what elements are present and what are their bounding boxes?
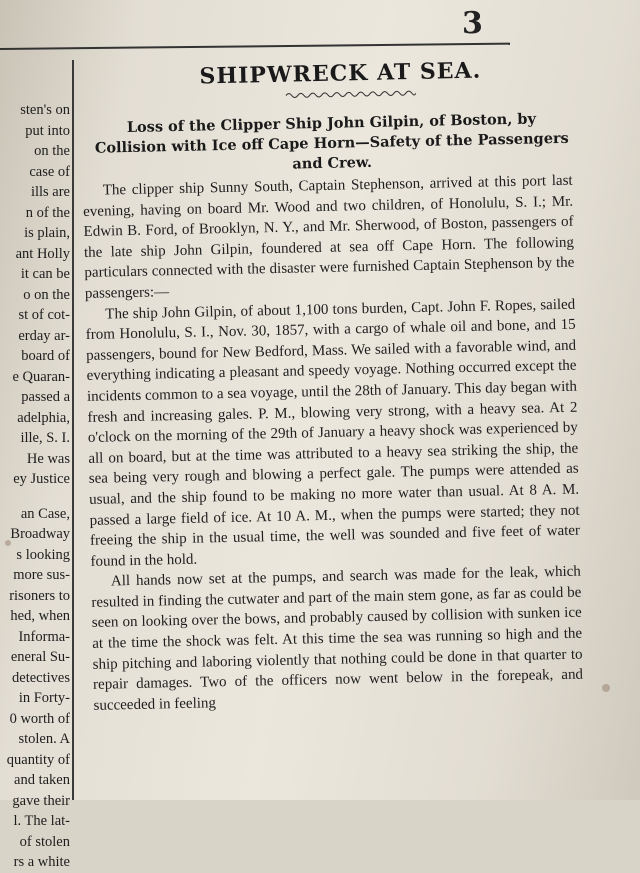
- paper-stain: [602, 684, 610, 692]
- paper-stain: [5, 540, 11, 546]
- article: [80, 50, 584, 717]
- paragraph: All hands now set at the pumps, and search was made for the leak, which resulted in finding the cutwater and part of the main stem gone, as far as could be seen on looking over the bows, and probably caused by collision with sunken ice at the time the shock was felt. At this time the sea was running so high and the ship pitching and laboring violently that nothing could be done in that quarter to repair damages. Two of the officers now went below in the forepeak, and succeeded in feeling: [91, 563, 584, 714]
- left-column-line: detectives: [12, 669, 70, 686]
- left-column-line: on the: [34, 143, 70, 159]
- top-rule: [0, 43, 510, 50]
- left-column-line: in Forty-: [18, 690, 70, 706]
- left-column-line: Informa-: [18, 628, 70, 645]
- left-column-line: He was: [26, 450, 70, 467]
- left-column-line: of stolen: [19, 833, 70, 850]
- left-column-fragment: [0, 100, 70, 873]
- left-column-line: adelphia,: [17, 409, 70, 426]
- left-column-line: gave their: [12, 792, 70, 809]
- left-column-line: ant Holly: [15, 245, 70, 262]
- left-column-line: an Case,: [20, 505, 70, 522]
- paragraph: The ship John Gilpin, of about 1,100 tons burden, Capt. John F. Ropes, sailed from Honolulu, S. I., Nov. 30, 1857, with a cargo of whale oil and bone, and 15 passengers, bound for New Bedford, Mass. We sailed with a favorable wind, and everything indicating a pleasant and speedy voyage. Nothing occurred except the incidents common to a sea voyage, until the 28th of January. This day began with fresh and increasing gales. P. M., blowing very strong, with a heavy sea. At 2 o'clock on the morning of the 29th of January a heavy shock was experienced by all on board, but at the time was attributed to a heavy sea striking the ship, the sea being very rough and blowing a perfect gale. The pumps were attended as usual, and the ship found to be making no more water than usual. At 8 A. M. passed a large field of ice. At 10 A. M., when the pumps were started; they not freeing the ship in the usual time, the well was sounded and five feet of water found in the hold.: [85, 296, 581, 570]
- left-column-line: stolen. A: [18, 731, 70, 747]
- left-column-line: l. The lat-: [13, 813, 70, 829]
- left-column-line: eneral Su-: [10, 649, 70, 665]
- article-body: [83, 171, 584, 717]
- left-column-line: rs a white: [13, 854, 70, 870]
- left-column-line: hed, when: [10, 608, 70, 624]
- left-column-line: n of the: [25, 204, 70, 221]
- left-column-line: erday ar-: [18, 327, 70, 344]
- left-column-line: board of: [21, 348, 70, 364]
- left-column-line: s looking: [16, 546, 70, 563]
- left-column-line: ey Justice: [13, 471, 70, 487]
- left-column-line: ills are: [30, 184, 70, 200]
- left-column-line: is plain,: [24, 225, 70, 241]
- left-column-line: passed a: [21, 389, 70, 405]
- left-column-line: e Quaran-: [12, 368, 70, 385]
- left-column-line: [0, 490, 70, 504]
- left-column-line: and taken: [14, 772, 70, 788]
- left-column-line: more sus-: [13, 567, 70, 583]
- subheadline: Loss of the Clipper Ship John Gilpin, of Boston, by Collision with Ice off Cape Horn—Safety of the Passengers and Crew.: [94, 110, 569, 173]
- left-column-line: case of: [29, 163, 70, 180]
- left-column-line: 0 worth of: [9, 710, 70, 727]
- page-number: 3: [462, 6, 483, 41]
- left-column-line: Broadway: [10, 526, 70, 542]
- left-column-line: o on the: [23, 286, 70, 303]
- headline: SHIPWRECK AT SEA.: [199, 57, 482, 90]
- paragraph: The clipper ship Sunny South, Captain Stephenson, arrived at this port last evening, having on board Mr. Wood and two children, of Honolulu, S. I.; Mr. Edwin B. Ford, of Brooklyn, N. Y., and Mr. Sherwood, of Boston, passengers of the late ship John Gilpin, foundered at sea off Cape Horn. The following particulars connected with the disaster were furnished Captain Stephenson by the passengers:—: [83, 172, 575, 302]
- left-column-line: st of cot-: [18, 307, 70, 323]
- left-column-line: ille, S. I.: [20, 430, 70, 446]
- left-column-line: quantity of: [6, 751, 70, 768]
- column-rule: [72, 60, 74, 800]
- left-column-line: risoners to: [9, 587, 70, 604]
- left-column-line: sten's on: [20, 102, 70, 118]
- wavy-divider: [286, 89, 416, 100]
- left-column-line: put into: [25, 122, 70, 139]
- left-column-line: it can be: [20, 266, 70, 282]
